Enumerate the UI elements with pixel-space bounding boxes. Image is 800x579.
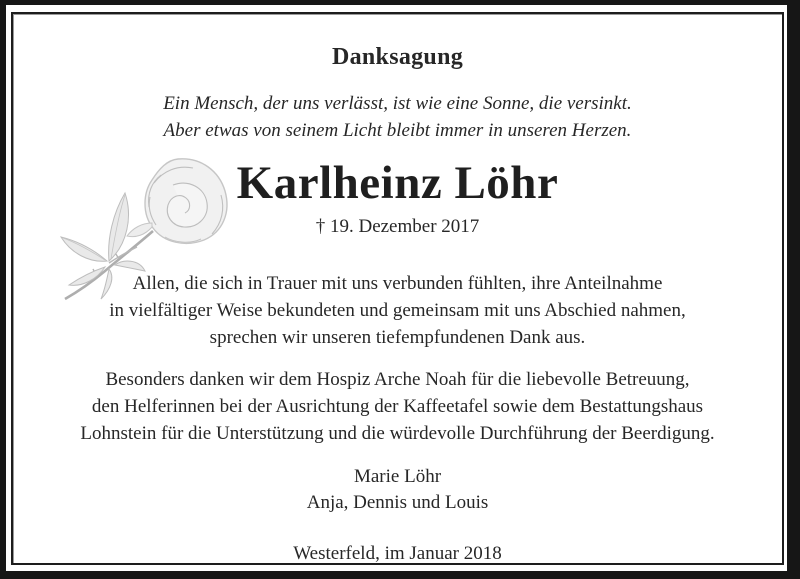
place-and-date: Westerfeld, im Januar 2018 (293, 543, 502, 564)
memorial-quote (13, 90, 782, 144)
thanks-paragraph-special (13, 366, 782, 447)
deceased-name: Karlheinz Löhr (236, 157, 559, 209)
quote-line-2: Aber etwas von seinem Licht bleibt immer in unseren Herzen. (163, 120, 632, 141)
paragraph-line: den Helferinnen bei der Ausrichtung der Kaffeetafel sowie dem Bestattungshaus (91, 396, 704, 417)
paragraph-line: sprechen wir unseren tiefempfundenen Dank aus. (209, 327, 586, 348)
paragraph-line: Lohnstein für die Unterstützung und die würdevolle Durchführung der Beerdigung. (80, 423, 715, 444)
notice-type-heading: Danksagung (331, 44, 464, 70)
thanks-paragraph-general (13, 270, 782, 351)
paragraph-line: in vielfältiger Weise bekundeten und gemeinsam mit uns Abschied nahmen, (109, 300, 686, 321)
notice-content (13, 44, 782, 565)
mourner-line-1: Marie Löhr (353, 466, 442, 487)
mourners-signature (13, 464, 782, 516)
paragraph-line: Allen, die sich in Trauer mit uns verbunden fühlten, ihre Anteilnahme (132, 273, 663, 294)
quote-line-1: Ein Mensch, der uns verlässt, ist wie eine Sonne, die versinkt. (163, 93, 632, 114)
notice-paper (6, 5, 787, 571)
mourner-line-2: Anja, Dennis und Louis (306, 492, 489, 513)
paragraph-line: Besonders danken wir dem Hospiz Arche Noah für die liebevolle Betreuung, (105, 369, 690, 390)
death-date: † 19. Dezember 2017 (315, 216, 480, 237)
notice-border-frame (11, 12, 784, 565)
